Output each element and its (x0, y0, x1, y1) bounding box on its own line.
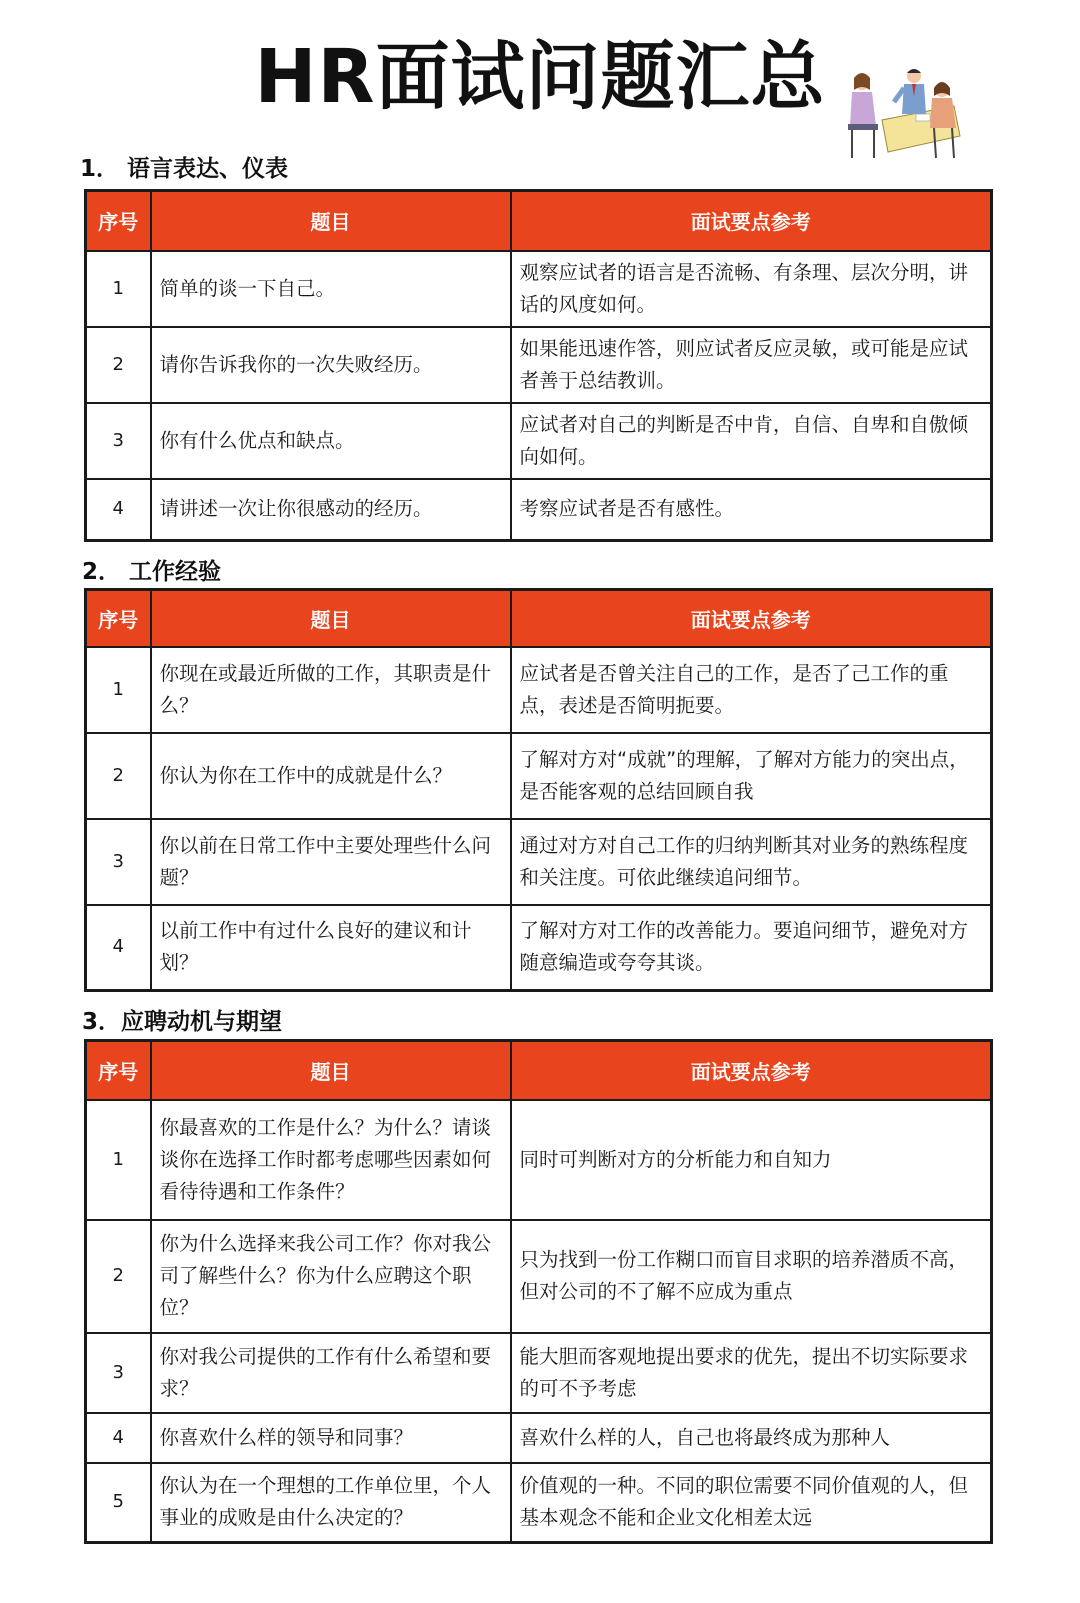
section-1-table (84, 189, 993, 542)
row-points: 观察应试者的语言是否流畅、有条理、层次分明，讲话的风度如何。 (511, 251, 992, 327)
row-no: 1 (86, 251, 151, 327)
row-no: 5 (86, 1463, 151, 1543)
row-points: 了解对方对工作的改善能力。要追问细节，避免对方随意编造或夸夸其谈。 (511, 905, 992, 991)
row-points: 了解对方对“成就”的理解，了解对方能力的突出点，是否能客观的总结回顾自我 (511, 733, 992, 819)
header-points: 面试要点参考 (511, 1041, 992, 1100)
row-points: 如果能迅速作答，则应试者反应灵敏，或可能是应试者善于总结教训。 (511, 327, 992, 403)
table-header-row (86, 191, 992, 251)
row-no: 2 (86, 327, 151, 403)
row-points: 同时可判断对方的分析能力和自知力 (511, 1100, 992, 1220)
table-row (86, 1220, 992, 1333)
section-3-heading: 3．应聘动机与期望 (82, 1009, 283, 1035)
section-2-table (84, 588, 993, 992)
page-title: HR面试问题汇总 (254, 34, 826, 120)
row-question: 你有什么优点和缺点。 (151, 403, 511, 479)
row-question: 以前工作中有过什么良好的建议和计划？ (151, 905, 511, 991)
row-no: 2 (86, 1220, 151, 1333)
row-no: 4 (86, 1413, 151, 1463)
row-question: 你认为在一个理想的工作单位里，个人事业的成败是由什么决定的？ (151, 1463, 511, 1543)
interview-meeting-icon (842, 62, 962, 162)
header-no: 序号 (86, 191, 151, 251)
table-row (86, 1100, 992, 1220)
row-no: 2 (86, 733, 151, 819)
row-points: 喜欢什么样的人，自己也将最终成为那种人 (511, 1413, 992, 1463)
row-question: 你以前在日常工作中主要处理些什么问题？ (151, 819, 511, 905)
section-3-table (84, 1039, 993, 1544)
row-no: 3 (86, 403, 151, 479)
table-row (86, 1333, 992, 1413)
table-row (86, 733, 992, 819)
header-question: 题目 (151, 191, 511, 251)
header-question: 题目 (151, 1041, 511, 1100)
row-no: 3 (86, 819, 151, 905)
row-no: 1 (86, 647, 151, 733)
row-points: 考察应试者是否有感性。 (511, 479, 992, 541)
table-header-row (86, 590, 992, 647)
row-question: 你对我公司提供的工作有什么希望和要求？ (151, 1333, 511, 1413)
header-question: 题目 (151, 590, 511, 647)
row-points: 能大胆而客观地提出要求的优先，提出不切实际要求的可不予考虑 (511, 1333, 992, 1413)
header-points: 面试要点参考 (511, 590, 992, 647)
table-row (86, 251, 992, 327)
table-row (86, 403, 992, 479)
header-no: 序号 (86, 590, 151, 647)
row-question: 你为什么选择来我公司工作？你对我公司了解些什么？你为什么应聘这个职位？ (151, 1220, 511, 1333)
row-points: 应试者是否曾关注自己的工作，是否了己工作的重点，表述是否简明扼要。 (511, 647, 992, 733)
row-points: 只为找到一份工作糊口而盲目求职的培养潜质不高，但对公司的不了解不应成为重点 (511, 1220, 992, 1333)
row-question: 你认为你在工作中的成就是什么？ (151, 733, 511, 819)
table-row (86, 819, 992, 905)
table-row (86, 1463, 992, 1543)
row-question: 你最喜欢的工作是什么？为什么？请谈谈你在选择工作时都考虑哪些因素如何看待待遇和工作条件？ (151, 1100, 511, 1220)
table-row (86, 479, 992, 541)
row-question: 你喜欢什么样的领导和同事？ (151, 1413, 511, 1463)
table-header-row (86, 1041, 992, 1100)
section-1-heading: 1． 语言表达、仪表 (80, 156, 289, 182)
row-question: 请你告诉我你的一次失败经历。 (151, 327, 511, 403)
row-points: 应试者对自己的判断是否中肯，自信、自卑和自傲倾向如何。 (511, 403, 992, 479)
row-question: 你现在或最近所做的工作，其职责是什么？ (151, 647, 511, 733)
section-2-heading: 2． 工作经验 (82, 559, 222, 585)
header-points: 面试要点参考 (511, 191, 992, 251)
table-row (86, 327, 992, 403)
header-no: 序号 (86, 1041, 151, 1100)
row-no: 3 (86, 1333, 151, 1413)
row-no: 4 (86, 479, 151, 541)
row-question: 请讲述一次让你很感动的经历。 (151, 479, 511, 541)
table-row (86, 905, 992, 991)
row-points: 价值观的一种。不同的职位需要不同价值观的人，但基本观念不能和企业文化相差太远 (511, 1463, 992, 1543)
row-no: 1 (86, 1100, 151, 1220)
table-row (86, 1413, 992, 1463)
row-points: 通过对方对自己工作的归纳判断其对业务的熟练程度和关注度。可依此继续追问细节。 (511, 819, 992, 905)
table-row (86, 647, 992, 733)
row-question: 简单的谈一下自己。 (151, 251, 511, 327)
row-no: 4 (86, 905, 151, 991)
